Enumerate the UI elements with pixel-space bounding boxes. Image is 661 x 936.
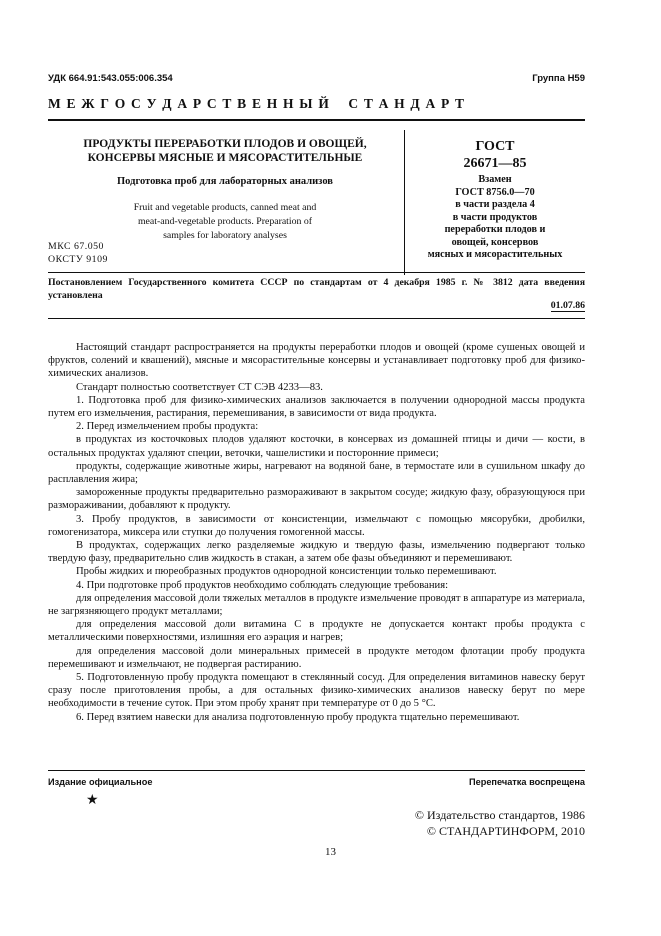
replaces-list [405, 174, 585, 262]
paragraph: для определения массовой доли тяжелых металлов в продукте измельчение проводят в аппаратуре из материала, не загрязняющего продукт металлами; [48, 592, 585, 618]
replaces-line: в части раздела 4 [455, 199, 535, 210]
paragraph: продукты, содержащие животные жиры, нагревают на водяной бане, в термостате или в сушильном шкафу до расплавления жира; [48, 460, 585, 486]
copyright-block [415, 808, 585, 839]
subtitle-ru: Подготовка проб для лабораторных анализов [117, 176, 333, 187]
edition-label: Издание официальное [48, 777, 153, 787]
effective-date: 01.07.86 [550, 300, 585, 311]
mks-code: МКС 67.050 [48, 241, 104, 252]
standard-banner: М Е Ж Г О С У Д А Р С Т В Е Н Н Ы Й С Т А Н Д А Р Т [48, 96, 466, 111]
star-icon: ★ [86, 793, 99, 808]
paragraph: 4. При подготовке проб продуктов необходимо соблюдать следующие требования: [76, 579, 449, 591]
paragraph: для определения массовой доли минеральных примесей в продукте методом флотации пробу продукта перемешивают и измельчают, не подвергая растиранию. [48, 645, 585, 670]
paragraph: 2. Перед измельчением пробы продукта: [76, 421, 259, 433]
gost-label: ГОСТ [475, 139, 515, 154]
replaces-line: мясных и мясорастительных [427, 249, 563, 260]
paragraph: 3. Пробу продуктов, в зависимости от консистенции, измельчают с помощью мясорубки, дробилки, гомогенизатора, миксера или ступки до получения гомогенной массы. [48, 513, 585, 538]
title-en-line3: samples for laboratory analyses [163, 230, 287, 241]
footer-rule [48, 770, 585, 771]
paragraph: 5. Подготовленную пробу продукта помещают в стеклянный сосуд. Для определения витаминов навеску берут сразу после приготовления пробы, а для остальных физико-химических анализов навеску берут по мере необходимости в течение суток. При этом пробу хранят при температуре от 0 до 5 °С. [48, 672, 585, 710]
group-code: Группа Н59 [532, 73, 585, 84]
paragraph: 1. Подготовка проб для физико-химических анализов заключается в получении однородной массы продукта путем его измельчения, растирания, перемешивания, в зависимости от вида продукта. [48, 394, 585, 420]
decree-text: Постановлением Государственного комитета СССР по стандартам от 4 декабря 1985 г. № 3812 дата введения установлена [48, 277, 585, 301]
page-number: 13 [325, 846, 336, 858]
paragraph: в продуктах из косточковых плодов удаляют косточки, в консервах из домашней птицы и дичи — кости, в остальных продуктах удаляют специи, веточки, чашелистики и посторонние примеси; [48, 434, 585, 459]
copyright-line: © Издательство стандартов, 1986 [414, 808, 585, 822]
replaces-line: в части продуктов [452, 211, 538, 223]
banner-rule [48, 119, 585, 121]
paragraph: В продуктах, содержащих легко разделяемые жидкую и твердую фазы, измельчению подвергают только твердую фазу, предварительно слив жидкость в стакан, а затем обе фазы объединяют и перемешивают. [48, 540, 585, 565]
decree-rule [48, 318, 585, 319]
replaces-line: ГОСТ 8756.0—70 [455, 186, 535, 198]
title-en-line1: Fruit and vegetable products, canned meat and [133, 202, 317, 213]
title-en-line2: meat-and-vegetable products. Preparation of [137, 216, 313, 227]
okstu-code: ОКСТУ 9109 [48, 254, 108, 265]
paragraph: Стандарт полностью соответствует СТ СЭВ 4233—83. [76, 381, 323, 393]
title-ru-line1: ПРОДУКТЫ ПЕРЕРАБОТКИ ПЛОДОВ И ОВОЩЕЙ, [83, 138, 367, 150]
gost-block [405, 138, 585, 262]
paragraph: Настоящий стандарт распространяется на продукты переработки плодов и овощей (кроме сушеных овощей и фруктов, солений и квашений), мясные и мясорастительные консервы и устанавливает подготовку проб для физико-химических анализов. [48, 342, 585, 380]
replaces-line: Взамен [478, 174, 512, 185]
body-text [48, 341, 585, 724]
reprint-label: Перепечатка воспрещена [469, 777, 585, 787]
replaces-line: овощей, консервов [451, 236, 539, 248]
title-ru-line2: КОНСЕРВЫ МЯСНЫЕ И МЯСОРАСТИТЕЛЬНЫЕ [87, 152, 363, 164]
title-en [70, 201, 380, 243]
classifier-codes [48, 240, 108, 266]
paragraph: Пробы жидких и пюреобразных продуктов однородной консистенции только перемешивают. [76, 566, 497, 578]
udk-code: УДК 664.91:543.055:006.354 [48, 73, 173, 84]
title-block [60, 137, 390, 165]
gost-number: 26671—85 [463, 156, 527, 171]
paragraph: замороженные продукты предварительно размораживают в закрытом сосуде; жидкую фазу, образующуюся при размораживании, добавляют к продукту. [48, 487, 585, 512]
replaces-line: переработки плодов и [444, 224, 546, 235]
copyright-line: © СТАНДАРТИНФОРМ, 2010 [426, 823, 585, 838]
paragraph: для определения массовой доли витамина С в продукте не допускается контакт пробы продукта с металлическими поверхностями, излишняя его аэрация и нагрев; [48, 619, 585, 644]
title-bottom-rule [48, 272, 585, 273]
paragraph: 6. Перед взятием навески для анализа подготовленную пробу продукта тщательно перемешивают. [76, 711, 520, 723]
decree-date [48, 300, 585, 311]
